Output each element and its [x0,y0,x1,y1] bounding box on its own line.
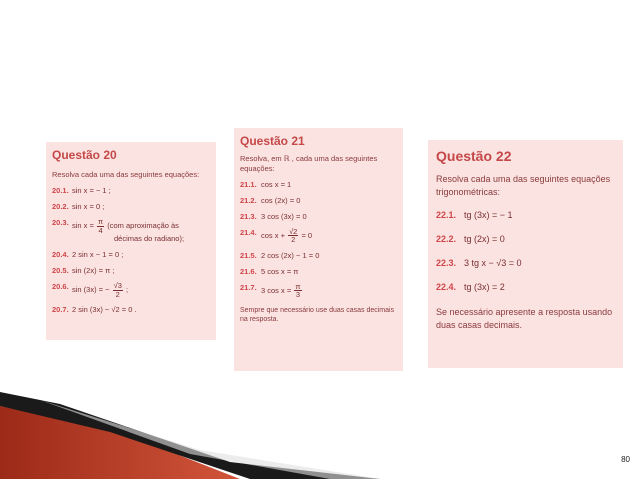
exercise-item [52,266,210,275]
exercise-equation: sin x = − 1 ; [72,186,111,195]
exercise-equation-block [72,218,184,243]
exercise-number: 20.5. [52,266,69,275]
question-21-title: Questão 21 [240,134,305,148]
exercise-equation: 2 cos (2x) − 1 = 0 [261,250,320,260]
exercise-item [52,250,210,259]
question-20-title: Questão 20 [52,148,117,162]
fraction-numerator: π [97,217,104,226]
exercise-equation-block [72,282,128,298]
exercise-equation: tg (3x) = − 1 [464,210,513,221]
exercise-equation: sin x = [72,220,96,230]
exercise-number: 21.3. [240,211,257,221]
exercise-number: 20.7. [52,305,69,314]
exercise-equation: sin x = 0 ; [72,202,105,211]
exercise-equation-suffix: ; [123,284,129,294]
question-21-note: Sempre que necessário use duas casas decimais na resposta. [240,306,395,323]
exercise-equation-block [261,283,303,299]
question-22-note: Se necessário apresente a resposta usando duas casas decimais. [436,307,613,331]
question-21-intro: Resolva, em ℝ , cada uma das seguintes equações: [240,154,378,173]
fraction-numerator: π [295,281,301,291]
exercise-item [436,210,615,220]
exercise-equation: cos x + [261,230,288,240]
exercise-item [240,180,397,189]
exercise-item [52,202,210,211]
exercise-equation: 3 cos x = [261,285,294,295]
fraction-numerator: √3 [113,281,122,290]
exercise-number: 20.3. [52,218,69,227]
question-20-card [46,142,216,340]
swoosh-red-band [0,406,240,479]
exercise-item [52,186,210,195]
question-21-card [234,128,403,371]
exercise-item [436,234,615,244]
exercise-number: 21.7. [240,282,257,292]
exercise-equation-continuation: décimas do radiano); [114,234,185,243]
exercise-item [52,305,210,314]
exercise-number: 22.3. [436,258,457,269]
question-20-intro: Resolva cada uma das seguintes equações: [52,170,200,179]
exercise-equation: 2 sin (3x) − √2 = 0 . [72,305,137,314]
fraction-numerator: √2 [289,226,298,236]
exercise-number: 21.2. [240,195,257,205]
fraction-denominator: 3 [295,290,300,299]
exercise-item [240,283,397,299]
exercise-number: 21.4. [240,227,257,237]
exercise-number: 22.1. [436,210,457,221]
fraction [294,283,301,299]
exercise-equation-block [261,228,312,244]
exercise-item [240,212,397,221]
exercise-number: 20.4. [52,250,69,259]
question-22-title: Questão 22 [436,148,512,164]
exercise-item [52,282,210,298]
exercise-equation: 5 cos x = π [261,266,299,276]
exercise-equation: 3 tg x − √3 = 0 [464,258,522,269]
exercise-number: 22.4. [436,282,457,293]
question-22-intro: Resolva cada uma das seguintes equações trigonométricas: [436,174,611,197]
exercise-equation-suffix: (com aproximação às [105,220,179,230]
exercise-equation: sin (2x) = π ; [72,266,115,275]
exercise-equation: 2 sin x − 1 = 0 ; [72,250,124,259]
fraction [113,282,123,298]
exercise-item [436,258,615,268]
exercise-equation: tg (2x) = 0 [464,234,505,245]
exercise-number: 20.6. [52,282,69,291]
decorative-swoosh [0,392,380,479]
exercise-equation: tg (3x) = 2 [464,282,505,293]
exercise-item [436,282,615,292]
exercise-equation: sin (3x) = − [72,284,112,294]
fraction [288,228,298,244]
exercise-number: 20.1. [52,186,69,195]
fraction [97,218,104,234]
question-22-card [428,140,623,368]
exercise-equation: cos (2x) = 0 [261,195,301,205]
page-number: 80 [621,455,630,464]
exercise-number: 22.2. [436,234,457,245]
exercise-number: 21.5. [240,250,257,260]
exercise-equation: cos x = 1 [261,179,292,189]
exercise-number: 21.1. [240,179,257,189]
exercise-item [240,196,397,205]
exercise-item [240,267,397,276]
exercise-equation: 3 cos (3x) = 0 [261,211,307,221]
fraction-denominator: 4 [98,225,103,235]
exercise-item [240,228,397,244]
exercise-number: 20.2. [52,202,69,211]
fraction-denominator: 2 [291,235,296,244]
exercise-item [52,218,210,243]
fraction-denominator: 2 [115,289,120,299]
exercise-number: 21.6. [240,266,257,276]
exercise-equation-suffix: = 0 [299,230,313,240]
exercise-item [240,251,397,260]
